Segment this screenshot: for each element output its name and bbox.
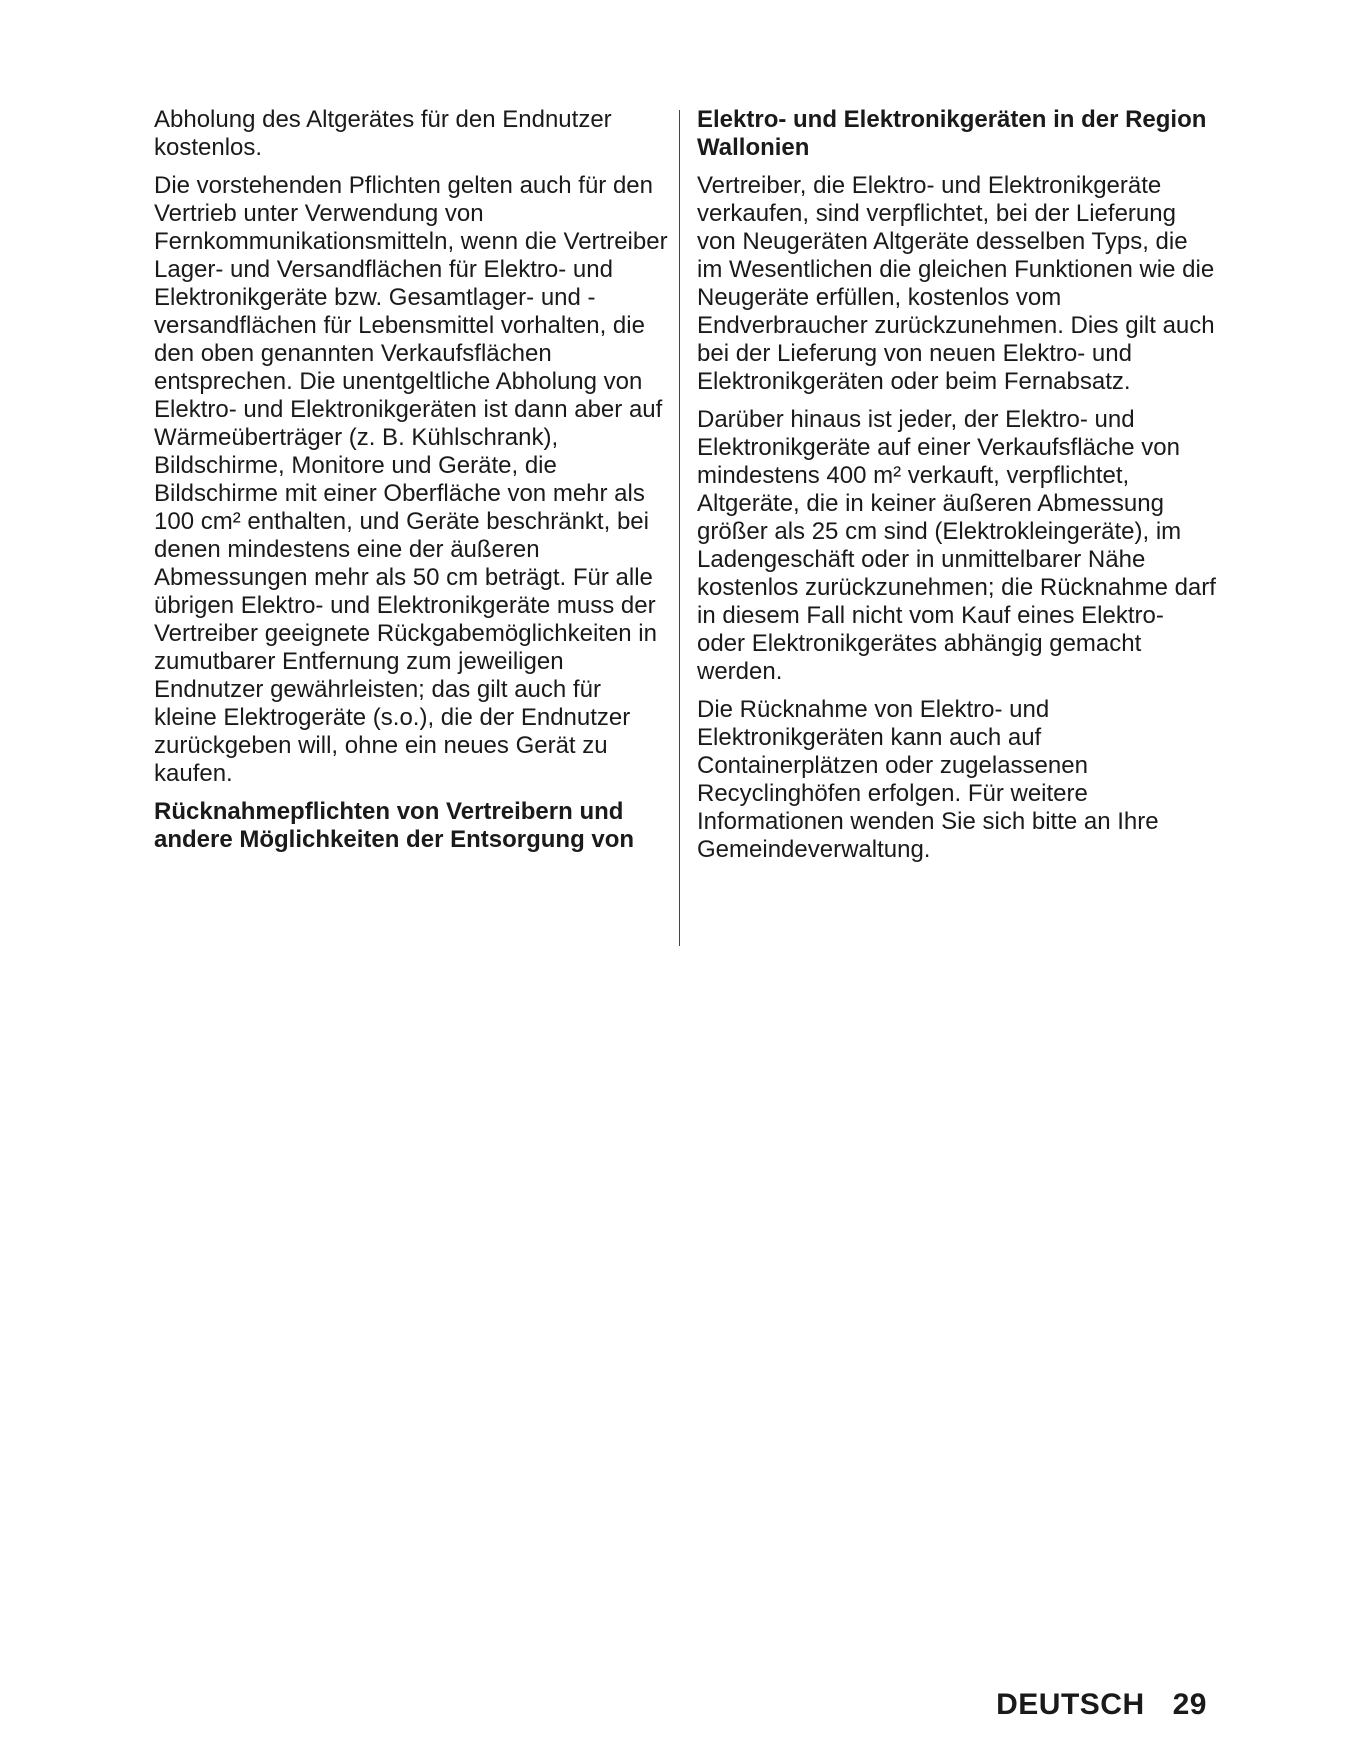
left-section-heading: Rücknahmepflichten von Vertreibern und andere Möglichkeiten der Entsorgung von — [154, 798, 635, 853]
right-column — [697, 106, 1217, 874]
page-number: 29 — [1172, 1688, 1207, 1721]
right-paragraph-3: Die Rücknahme von Elektro- und Elektronikgeräten kann auch auf Containerplätzen oder zugelassenen Recyclinghöfen erfolgen. Für weitere Informationen wenden Sie sich bitte an Ihre Gemeindeverwaltung. — [697, 696, 1159, 863]
right-section-heading: Elektro- und Elektronikgeräten in der Region Wallonien — [697, 106, 1207, 161]
left-paragraph-2: Die vorstehenden Pflichten gelten auch für den Vertrieb unter Verwendung von Fernkommunikationsmitteln, wenn die Vertreiber Lager- und Versandflächen für Elektro- und Elektronikgeräte bzw. Gesamtlager- und -versandflächen für Lebensmittel vorhalten, die den oben genannten Verkaufsflächen entsprechen. Die unentgeltliche Abholung von Elektro- und Elektronikgeräten ist dann aber auf Wärmeüberträger (z. B. Kühlschrank), Bildschirme, Monitore und Geräte, die Bildschirme mit einer Oberfläche von mehr als 100 cm² enthalten, und Geräte beschränkt, bei denen mindestens eine der äußeren Abmessungen mehr als 50 cm beträgt. Für alle übrigen Elektro- und Elektronikgeräte muss der Vertreiber geeignete Rückgabemöglichkeiten in zumutbarer Entfernung zum jeweiligen Endnutzer gewährleisten; das gilt auch für kleine Elektrogeräte (s.o.), die der Endnutzer zurückgeben will, ohne ein neues Gerät zu kaufen. — [154, 172, 668, 787]
left-column — [154, 106, 670, 864]
footer-language: DEUTSCH — [996, 1688, 1145, 1721]
column-divider — [679, 110, 680, 946]
right-paragraph-1: Vertreiber, die Elektro- und Elektronikgeräte verkaufen, sind verpflichtet, bei der Lieferung von Neugeräten Altgeräte desselben Typs, die im Wesentlichen die gleichen Funktionen wie die Neugeräte erfüllen, kostenlos vom Endverbraucher zurückzunehmen. Dies gilt auch bei der Lieferung von neuen Elektro- und Elektronikgeräten oder beim Fernabsatz. — [697, 172, 1215, 395]
right-paragraph-2: Darüber hinaus ist jeder, der Elektro- und Elektronikgeräte auf einer Verkaufsfläche von mindestens 400 m² verkauft, verpflichtet, Altgeräte, die in keiner äußeren Abmessung größer als 25 cm sind (Elektrokleingeräte), im Ladengeschäft oder in unmittelbarer Nähe kostenlos zurückzunehmen; die Rücknahme darf in diesem Fall nicht vom Kauf eines Elektro- oder Elektronikgerätes abhängig gemacht werden. — [697, 406, 1216, 685]
left-paragraph-1: Abholung des Altgerätes für den Endnutzer kostenlos. — [154, 106, 612, 161]
page-footer — [996, 1688, 1207, 1722]
